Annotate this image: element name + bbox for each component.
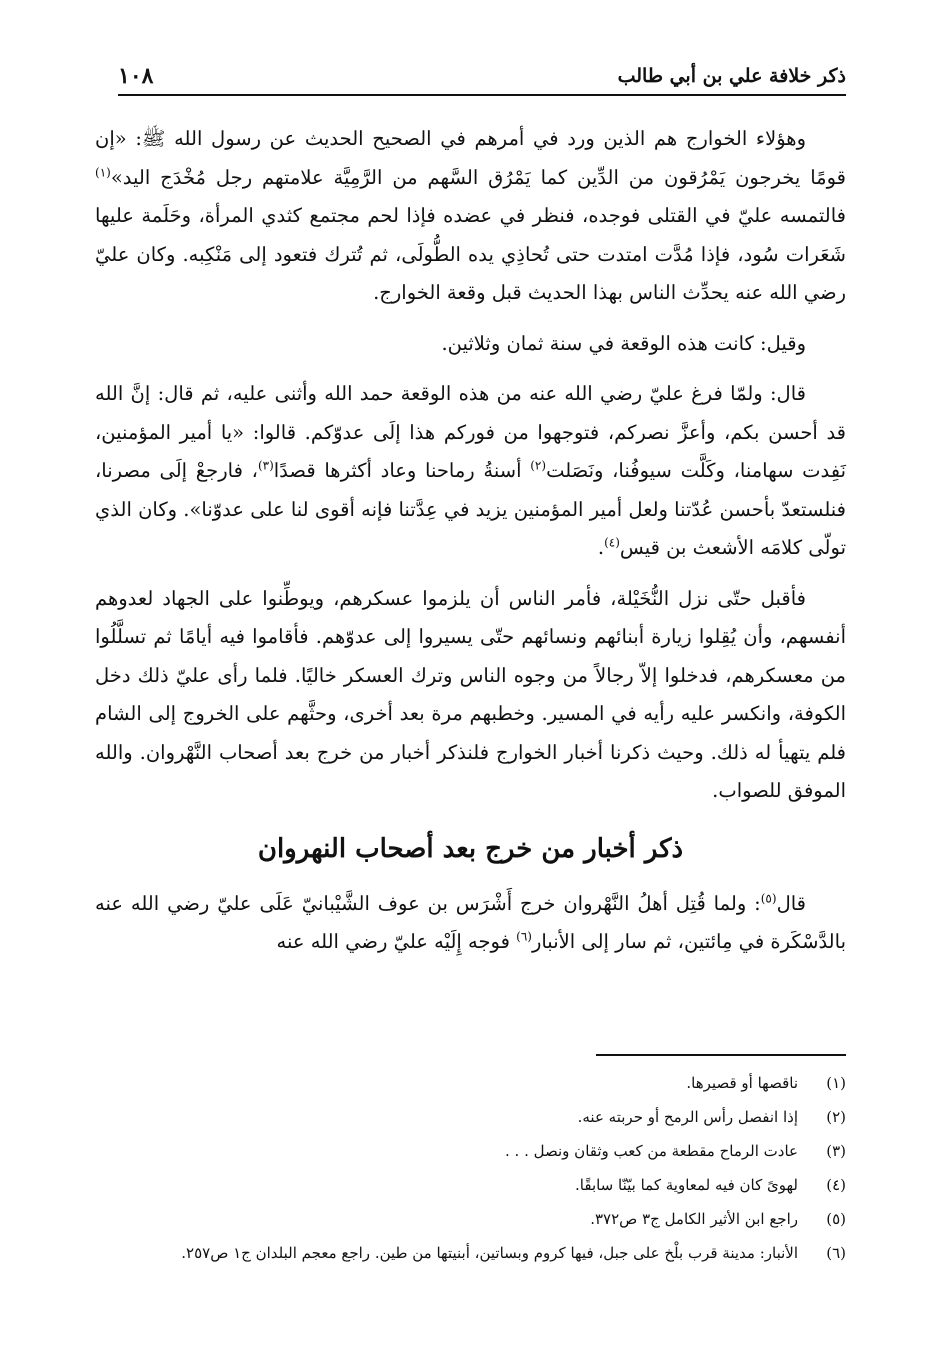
footnote-ref: (١) [95,165,111,179]
footnote [95,1134,846,1168]
footnote-ref: (٢) [530,458,547,473]
running-title: ذكر خلافة علي بن أبي طالب [617,65,846,87]
footnote-number: (٥) [826,1210,846,1228]
footnote [95,1202,846,1236]
footnote-text: راجع ابن الأثير الكامل ج٣ ص٣٧٢. [590,1210,798,1228]
footnote [95,1066,846,1100]
paragraph: وهؤلاء الخوارج هم الذين ورد في أمرهم في الصحيح الحديث عن رسول الله ﷺ: «إن قومًا يخرجون يَمْرُقون من الدِّين كما يَمْرُق السَّهم من الرَّمِيَّة علامتهم رجل مُخْدَج اليد»$^{(١)}$ فالتمسه عليّ في القتلى فوجده، فنظر في عضده فإذا لحم مجتمع كثدي المرأة، وحَلَمة عليها شَعَرات سُود، فإذا مُدَّت امتدت حتى تُحاذِي يده الطُّولَى، ثم تُترك فتعود إلى مَنْكِبه. وكان عليّ رضي الله عنه يحدِّث الناس بهذا الحديث قبل وقعة الخوارج. [95,127,846,304]
page-header [118,58,846,96]
paragraph: قال$^{(٥)}$: ولما قُتِل أهلُ النَّهْروان خرج أَشْرَس بن عوف الشَّيْبانيّ عَلَى عليّ رضي الله عنه بالدَّسْكَرة في مِائتين، ثم سار إلى الأنبار$^{(٦)}$ فوجه إِلَيْه عليّ رضي الله عنه [95,891,846,953]
page-number: ١٠٨ [118,63,154,89]
footnote-text: ناقصها أو قصيرها. [686,1074,798,1092]
footnote-ref: (٦) [516,929,532,944]
paragraph: وقيل: كانت هذه الوقعة في سنة ثمان وثلاثين. [441,331,806,355]
footnote-ref: (٥) [760,891,777,905]
footnote-number: (١) [826,1074,846,1092]
paragraph: قال: ولمّا فرغ عليّ رضي الله عنه من هذه الوقعة حمد الله وأثنى عليه، ثم قال: إنَّ الله قد أحسن بكم، وأعزَّ نصركم، فتوجهوا من فوركم هذا إلَى عدوّكم. قالوا: «يا أمير المؤمنين، نَفِدت سهامنا، وكَلَّت سيوفُنا، ونَصَلت$^{(٢)}$ أسنةُ رماحنا وعاد أكثرها قصدًا$^{(٣)}$، فارجعْ إلَى مصرنا، فنلستعدّ بأحسن عُدّتنا ولعل أمير المؤمنين يزيد في عِدَّتنا فإنه أقوى لنا على عدوّنا». وكان الذي تولّى كلامَه الأشعث بن قيس$^{(٤)}$. [95,382,847,559]
footnote-number: (٦) [826,1244,846,1262]
footnotes [95,1066,846,1270]
footnote-ref: (٣) [257,458,274,473]
footnote-divider [596,1054,846,1056]
footnote [95,1100,846,1134]
paragraph: فأقبل حتّى نزل النُّخَيْلة، فأمر الناس أن يلزموا عسكرهم، ويوطِّنوا على الجهاد لعدوهم أنفسهم، وأن يُقِلوا زيارة أبنائهم ونسائهم حتّى يسيروا إلى عدوّهم. فأقاموا فيه أيامًا ثم تسلَّلُوا من معسكرهم، فدخلوا إلاّ رجالاً من وجوه الناس وترك العسكر خاليًا. فلما رأى عليّ ذلك دخل الكوفة، وانكسر عليه رأيه في المسير. وخطبهم مرة بعد أخرى، وحثَّهم على الخروج إلى الشام فلم يتهيأ له ذلك. وحيث ذكرنا أخبار الخوارج فلنذكر أخبار من خرج بعد أصحاب النَّهْروان. والله الموفق للصواب. [95,586,846,802]
footnote-number: (٤) [826,1176,846,1194]
footnote-number: (٢) [826,1108,846,1126]
section-heading: ذكر أخبار من خرج بعد أصحاب النهروان [257,833,684,864]
footnote-ref: (٤) [604,535,620,550]
footnote-text: إذا انفصل رأس الرمح أو حربته عنه. [577,1108,798,1126]
footnote-text: عادت الرماح مقطعة من كعب وثقان ونصل . . . [505,1142,798,1160]
footnote-text: لهوىً كان فيه لمعاوية كما بيّنّا سابقًا. [575,1176,798,1194]
footnote [95,1236,846,1270]
footnote-number: (٣) [826,1142,846,1160]
footnote [95,1168,846,1202]
body-text [95,120,846,974]
footnote-text: الأنبار: مدينة قرب بلْخ على جبل، فيها كروم وبساتين، أبنيتها من طين. راجع معجم البلدان ج١ ص٢٥٧. [181,1244,798,1262]
